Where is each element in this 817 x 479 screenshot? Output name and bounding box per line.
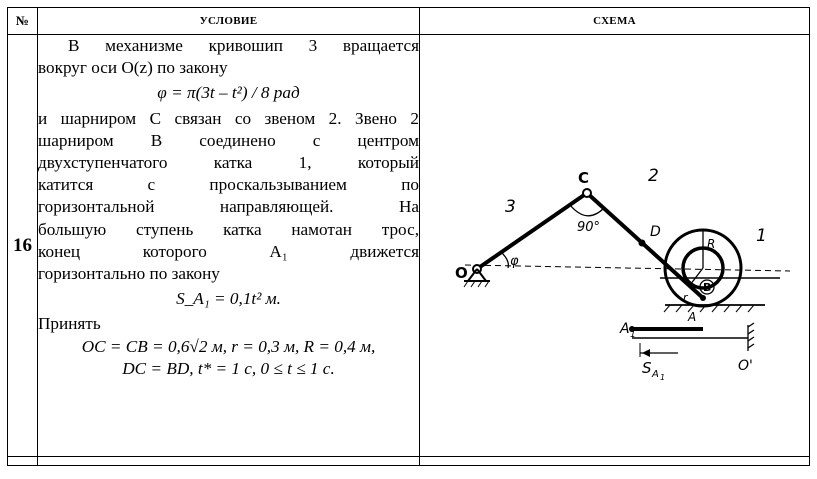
label-1: 1 [756, 226, 767, 246]
joint-b [700, 295, 706, 301]
next-row-cell-2 [38, 457, 420, 466]
label-phi: φ [510, 254, 519, 269]
pivot-o [464, 265, 490, 287]
condition-line-4: и шарниром С связан со звеном 2. Звено 2 [38, 108, 419, 128]
angle-arc-c [570, 205, 604, 216]
mechanism-diagram [420, 35, 808, 451]
task-condition [38, 35, 420, 457]
condition-formula-phi: φ = π(3t – t²) / 8 рад [157, 83, 300, 103]
condition-line-11: горизонтально по закону [38, 264, 220, 284]
label-a1: A [620, 321, 630, 337]
condition-line-5: шарниром B соединено с центром [38, 130, 419, 150]
label-o: O [455, 264, 468, 282]
label-b: B [703, 281, 712, 294]
scheme-cell [420, 35, 810, 457]
header-condition: УСЛОВИЕ [38, 8, 420, 35]
label-d: D [650, 224, 661, 240]
label-s-sub: A [652, 369, 659, 380]
next-row-cell-3 [420, 457, 810, 466]
label-c: C [578, 169, 590, 187]
next-row-cell-1 [8, 457, 38, 466]
label-o-prime: O' [738, 358, 753, 374]
condition-line-6: двухступенчатого катка 1, который [38, 153, 419, 173]
condition-formula-lengths: OC = CB = 0,6√2 м, r = 0,3 м, R = 0,4 м, [81, 336, 376, 356]
label-s-subsub: 1 [660, 373, 666, 382]
condition-line-13: Принять [38, 314, 101, 334]
header-scheme: СХЕМА [420, 8, 810, 35]
label-angle: 90° [577, 220, 601, 235]
task-row [8, 35, 810, 457]
header-number: № [8, 8, 38, 35]
label-r-small: r [683, 291, 688, 304]
task-number: 16 [8, 35, 38, 457]
label-r-big: R [707, 237, 716, 251]
header-row [8, 8, 810, 35]
joint-c [583, 189, 591, 197]
point-d [639, 240, 646, 247]
label-a1-sub: 1 [630, 330, 636, 340]
label-s: S [642, 359, 652, 377]
condition-formula-s: S_A₁ = 0,1t² м. [176, 289, 281, 309]
condition-line-9: большую ступень катка намотан трос, [38, 219, 419, 239]
label-3: 3 [505, 197, 516, 217]
label-a: A [688, 310, 697, 324]
next-row-stub [8, 457, 810, 466]
link-2 [587, 193, 703, 298]
condition-line-8: горизонтальной направляющей. На [38, 197, 419, 217]
s-arrow-head [642, 349, 650, 357]
condition-line-7: катится с проскальзыванием по [38, 175, 419, 195]
condition-line-10: конец которого A₁ движется [38, 241, 419, 261]
condition-formula-times: DC = BD, t* = 1 с, 0 ≤ t ≤ 1 с. [122, 358, 335, 378]
condition-line-2: вокруг оси O(z) по закону [38, 58, 228, 78]
link-3 [477, 193, 587, 269]
label-2: 2 [648, 166, 659, 186]
task-table [7, 7, 810, 466]
fixed-o-prime [748, 323, 754, 351]
condition-line-1: В механизме кривошип 3 вращается [68, 36, 419, 55]
